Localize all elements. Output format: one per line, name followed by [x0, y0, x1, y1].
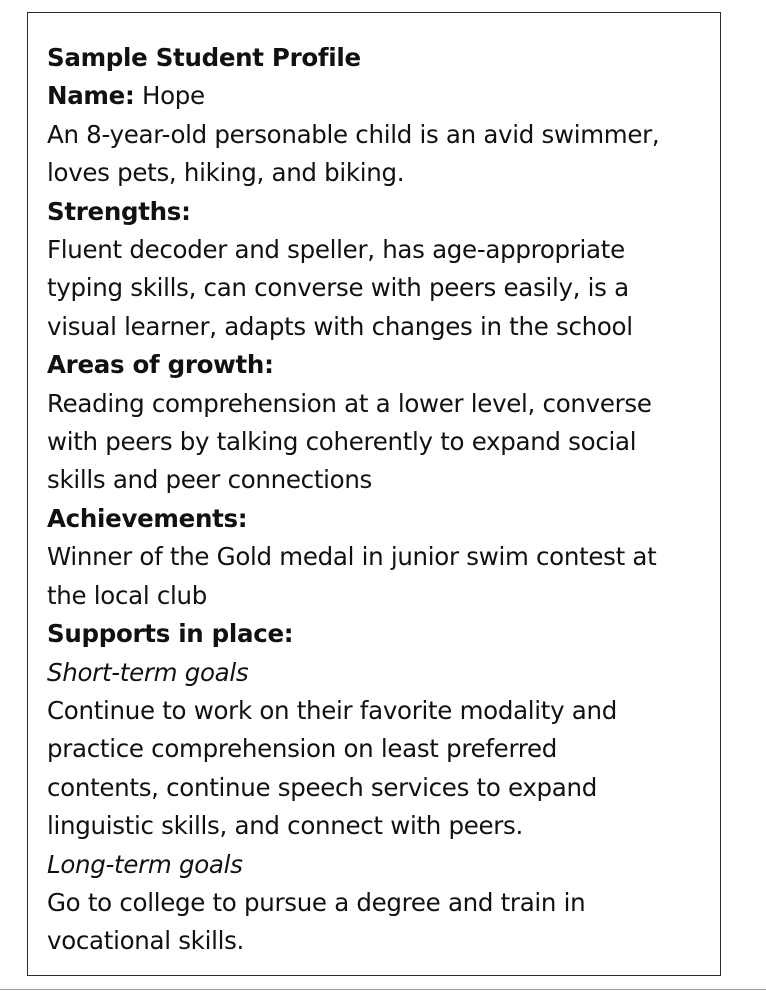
long-term-line: vocational skills. [47, 926, 245, 956]
growth-line: skills and peer connections [47, 465, 373, 495]
short-term-heading: Short-term goals [47, 657, 249, 687]
profile-title: Sample Student Profile [47, 43, 361, 72]
achievements-heading: Achievements: [47, 503, 248, 533]
growth-heading: Areas of growth: [47, 350, 274, 380]
intro-line: loves pets, hiking, and biking. [47, 158, 405, 188]
strengths-line: typing skills, can converse with peers easily, is a [47, 273, 629, 303]
strengths-line: Fluent decoder and speller, has age-appropriate [47, 235, 625, 265]
name-label: Name: [47, 81, 135, 111]
intro-line: An 8-year-old personable child is an avid swimmer, [47, 119, 660, 149]
short-term-line: practice comprehension on least preferred [47, 734, 558, 764]
name-value: Hope [141, 81, 205, 111]
bottom-divider [0, 989, 766, 990]
achievements-line: the local club [47, 580, 208, 610]
long-term-heading: Long-term goals [47, 849, 243, 879]
short-term-line: Continue to work on their favorite modality and [47, 695, 617, 725]
supports-heading: Supports in place: [47, 619, 294, 649]
student-profile-box [27, 12, 721, 976]
achievements-line: Winner of the Gold medal in junior swim contest at [47, 542, 657, 572]
strengths-line: visual learner, adapts with changes in the school [47, 311, 633, 341]
short-term-line: contents, continue speech services to expand [47, 772, 597, 802]
name-row [47, 77, 702, 115]
long-term-line: Go to college to pursue a degree and train in [47, 887, 586, 917]
short-term-line: linguistic skills, and connect with peers. [47, 811, 524, 841]
growth-line: with peers by talking coherently to expand social [47, 427, 637, 457]
strengths-heading: Strengths: [47, 196, 191, 226]
growth-line: Reading comprehension at a lower level, converse [47, 388, 652, 418]
